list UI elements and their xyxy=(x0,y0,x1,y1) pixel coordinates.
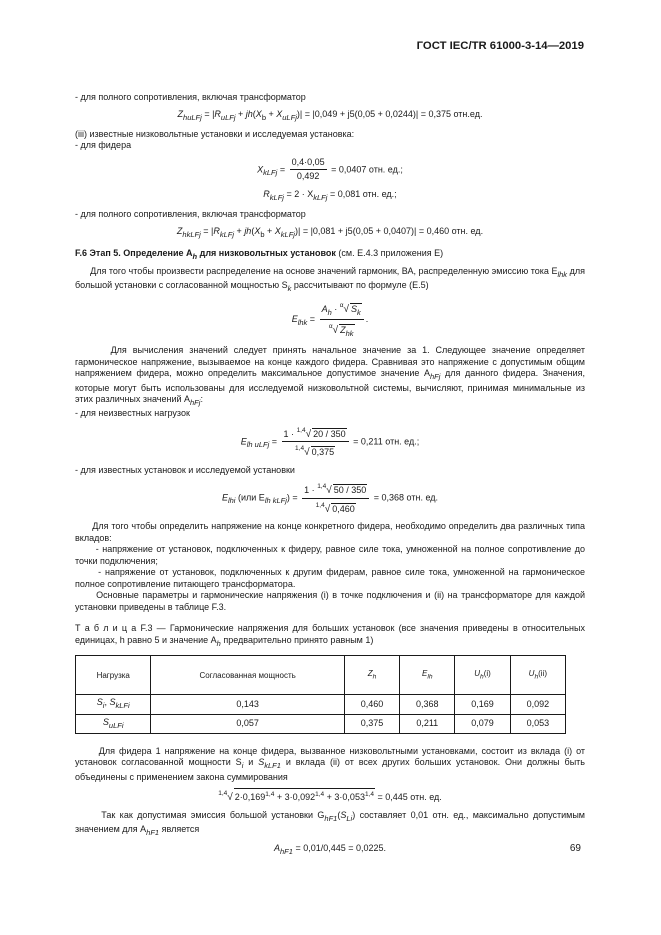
formula-z-hkLFj: $Z_{hkLFj} = |R_{kLFj} + jh(X_b + X_{kLFj})| = |0,081 + j5(0,05 + 0,0407)| = 0,460$ отн. ед. xyxy=(176,225,484,239)
text-line: - для известных установок и исследуемой установки xyxy=(75,464,295,475)
paragraph: Для фидера 1 напряжение на конце фидера, вызванное низковольтными установками, состоит из вклада (i) от установок согласованной мощности $S_i$ и $S_{kLF1}$ и вклада (ii) от всех других больших установок. Они должны быть объединены с применением закона суммирования xyxy=(75,745,585,782)
formula-e-lhi: $E_{lhi}$ (или $E_{lh kLFj}$) = $\frac{1 \cdot ^{1,4}√ 50 / 350}{^{1,4}√ 0,460}$ = 0,368 отн. ед. xyxy=(221,483,439,515)
table-caption: Т а б л и ц а F.3 — Гармонические напряжения для больших установок (все значения приведены в относительных единицах, h равно 5 и значение $A_h$ предварительно принято равным 1) xyxy=(75,623,585,648)
paragraph: Для вычисления значений следует принять начальное значение за 1. Следующее значение определяет гармоническое напряжение, вызываемое на конце каждого фидера. Сравнивая это напряжение с допустимым общим напряжением фидера, можно определить максимальное допустимое значение $A_{hFj}$ для данного фидера. Значения, которые могут быть использованы для исследуемой низковольтной системы, вычисляют, принимая минимальные из этих различных значений $A_{hFj}$: xyxy=(75,345,585,407)
paragraph: Основные параметры и гармонические напряжения (i) в точке подключения и (ii) на трансформаторе для каждой установки приведены в таблице F.3. xyxy=(75,590,585,612)
paragraph: Для того чтобы произвести распределение на основе значений гармоник, ВА, распределенную эмиссию тока $E_{lhk}$ для большой установки с согласованной мощностью $S_k$ рассчитывают по формуле (Е.5) xyxy=(75,266,585,294)
page-number: 69 xyxy=(569,843,581,854)
table-cell: 0,143 xyxy=(151,695,344,714)
paragraph: Так как допустимая эмиссия большой установки $G_{hF1}(S_{Li})$ составляет 0,01 отн. ед., максимально допустимым значением для $A_{hF1}$ является xyxy=(75,809,585,837)
table-cell: $S_i$, $S_{kLFi}$ xyxy=(76,695,151,714)
column-header: $E_{lh}$ xyxy=(400,656,455,695)
formula-r-kLFj: $R_{kLFj} = 2 \cdot X_{kLFj} = 0,081$ отн. ед.; xyxy=(263,188,397,202)
text-line: - для полного сопротивления, включая трансформатор xyxy=(75,209,306,220)
column-header: $U_h(ii)$ xyxy=(510,656,565,695)
text-line: - для фидера xyxy=(75,140,132,151)
fraction: $\frac{1 \cdot ^{1,4}√ 50 / 350}{^{1,4}√ 0,460}$ xyxy=(302,481,369,515)
text-line: - для неизвестных нагрузок xyxy=(75,408,190,419)
table-cell: $S_{uLFi}$ xyxy=(76,714,151,733)
formula-x-kLFj: $X_{kLFj}$ = $\frac{0,4\cdot 0,05}{0,492}$ = 0,0407 отн. ед.; xyxy=(257,156,403,182)
formula-e-lhk: $E_{lhk}$ = $\frac{A_h \cdot ^\alpha√ S_k}{^\alpha√ Z_{hk}}$ . xyxy=(291,301,369,338)
formula-a-hF1: $A_{hF1} = 0,01/0,445 = 0,0225$. xyxy=(273,843,387,857)
table-cell: 0,057 xyxy=(151,714,344,733)
table-row xyxy=(76,695,566,714)
formula-summation: $^{1,4}$√ $2\cdot 0,169^{1,4} + 3\cdot 0,092^{1,4} + 3\cdot 0,053^{1,4} = 0,445$ отн. ед. xyxy=(218,790,442,804)
fraction: $\frac{1 \cdot ^{1,4}√ 20 / 350}{^{1,4}√ 0,375}$ xyxy=(282,425,349,459)
table-header-row xyxy=(76,656,566,695)
formula-e-lh-uLFj: $E_{lh uLFj}$ = $\frac{1 \cdot ^{1,4}√ 20 / 350}{^{1,4}√ 0,375}$ = 0,211 отн. ед.; xyxy=(240,426,420,459)
table-cell: 0,460 xyxy=(344,695,399,714)
formula-z-huLFj: $Z_{huLFj} = |R_{uLFj} + jh(X_b + X_{uLFj})| = |0,049 + j5(0,05 + 0,0244)| = 0,375$ отн.ед. xyxy=(177,108,483,122)
harmonic-voltage-table xyxy=(75,655,566,734)
column-header: $Z_h$ xyxy=(344,656,399,695)
table-cell: 0,092 xyxy=(510,695,565,714)
table-cell: 0,211 xyxy=(400,714,455,733)
page-header: ГОСТ IEC/TR 61000-3-14—2019 xyxy=(416,40,584,52)
document-body xyxy=(75,92,585,864)
table-cell: 0,169 xyxy=(455,695,510,714)
table-cell: 0,375 xyxy=(344,714,399,733)
fraction: $\frac{0,4\cdot 0,05}{0,492}$ xyxy=(291,156,325,182)
text-line: (iii) известные низковольтные установки и исследуемая установка: xyxy=(75,128,355,139)
table-cell: 0,053 xyxy=(510,714,565,733)
column-header: $U_h(i)$ xyxy=(455,656,510,695)
text-line: - для полного сопротивления, включая трансформатор xyxy=(75,92,306,102)
table-cell: 0,079 xyxy=(455,714,510,733)
table-cell: 0,368 xyxy=(400,695,455,714)
fraction: $\frac{A_h \cdot ^\alpha√ S_k}{^\alpha√ Z_{hk}}$ xyxy=(320,300,364,340)
table-row xyxy=(76,714,566,733)
column-header: Нагрузка xyxy=(76,656,151,695)
column-header: Согласованная мощность xyxy=(151,656,344,695)
paragraph: Для того чтобы определить напряжение на конце конкретного фидера, необходимо определить два различных типа вкладов: xyxy=(75,521,585,543)
section-heading: F.6 Этап 5. Определение $A_h$ для низковольтных установок (см. Е.4.3 приложения Е) xyxy=(75,247,444,261)
paragraph: - напряжение от установок, подключенных к фидеру, равное силе тока, умноженной на полное сопротивление до точки подключения; xyxy=(75,544,585,566)
paragraph: - напряжение от установок, подключенных к другим фидерам, равное силе тока, умноженной на гармоническое полное сопротивление питающего трансформатора. xyxy=(75,567,585,589)
